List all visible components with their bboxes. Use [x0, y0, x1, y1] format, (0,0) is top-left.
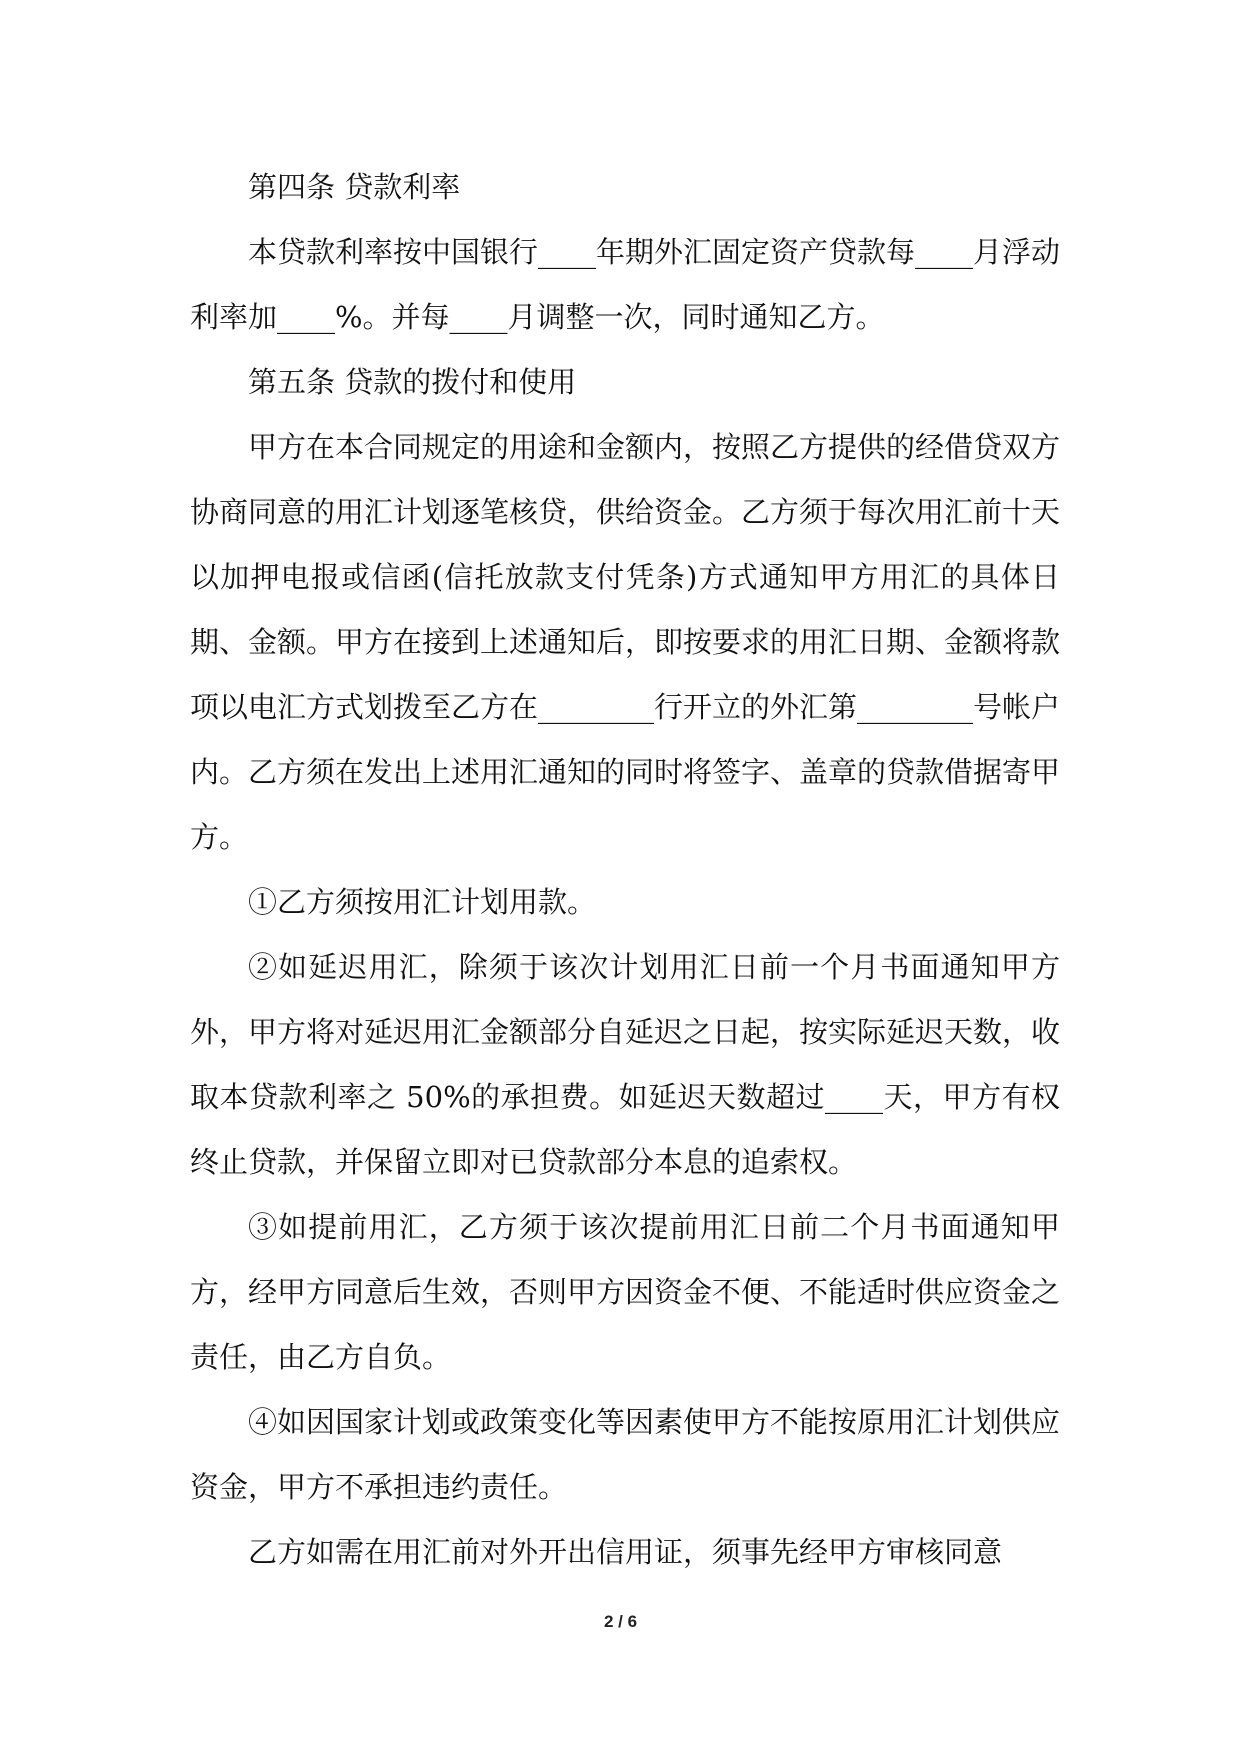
clause-2: ②如延迟用汇，除须于该次计划用汇日前一个月书面通知甲方外，甲方将对延迟用汇金额部分自延迟之日起，按实际延迟天数，收取本贷款利率之 50%的承担费。如延迟天数超过____天，甲方有权终止贷款，并保留立即对已贷款部分本息的追索权。: [190, 950, 1061, 1179]
page-number: 2 / 6: [603, 1612, 638, 1631]
clause-1: ①乙方须按用汇计划用款。: [248, 885, 597, 919]
clause-4: ④如因国家计划或政策变化等因素使甲方不能按原用汇计划供应资金，甲方不承担违约责任。: [190, 1405, 1061, 1504]
article-5-heading: 第五条 贷款的拨付和使用: [248, 365, 577, 399]
article-5-paragraph: 甲方在本合同规定的用途和金额内，按照乙方提供的经借贷双方协商同意的用汇计划逐笔核贷，供给资金。乙方须于每次用汇前十天以加押电报或信函(信托放款支付凭条)方式通知甲方用汇的具体日期、金额。甲方在接到上述通知后，即按要求的用汇日期、金额将款项以电汇方式划拨至乙方在________行开立的外汇第________号帐户内。乙方须在发出上述用汇通知的同时将签字、盖章的贷款借据寄甲方。: [190, 430, 1061, 854]
continuation-paragraph: 乙方如需在用汇前对外开出信用证，须事先经甲方审核同意: [248, 1535, 1003, 1569]
article-4-paragraph: 本贷款利率按中国银行____年期外汇固定资产贷款每____月浮动利率加____%。并每____月调整一次，同时通知乙方。: [190, 235, 1061, 334]
document-body: [190, 155, 1060, 1585]
article-4-heading: 第四条 贷款利率: [248, 170, 461, 204]
clause-3: ③如提前用汇，乙方须于该次提前用汇日前二个月书面通知甲方，经甲方同意后生效，否则甲方因资金不便、不能适时供应资金之责任，由乙方自负。: [190, 1210, 1061, 1374]
